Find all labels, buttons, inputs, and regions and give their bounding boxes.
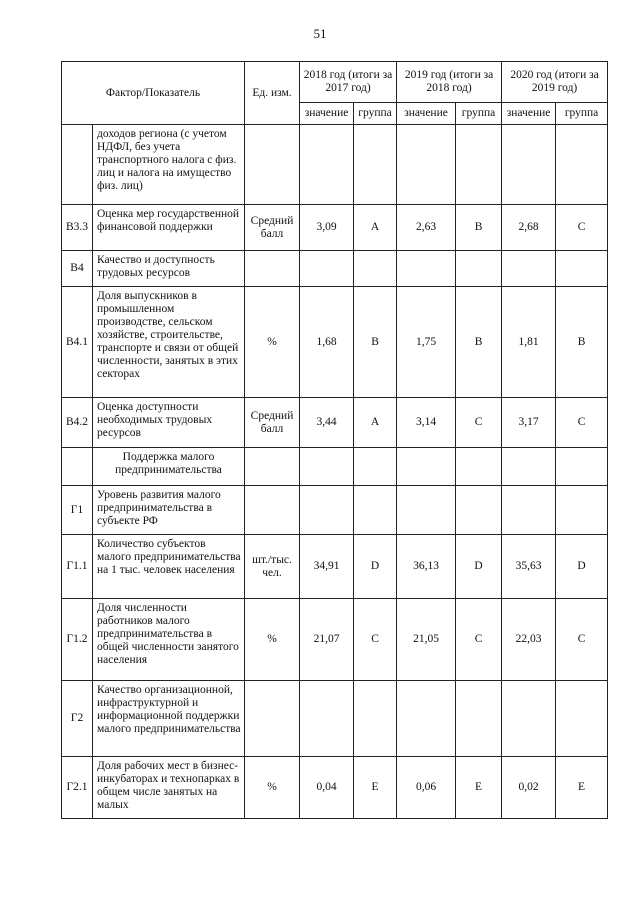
row-code: В4 <box>62 251 93 287</box>
value-2018: 3,44 <box>300 398 354 448</box>
row-code: Г1.2 <box>62 599 93 681</box>
value-2019 <box>397 448 456 486</box>
value-2019 <box>397 681 456 757</box>
value-2020: 22,03 <box>502 599 556 681</box>
value-2018 <box>300 681 354 757</box>
group-2020: Е <box>556 757 608 819</box>
value-2018: 21,07 <box>300 599 354 681</box>
group-2018 <box>354 448 397 486</box>
table-header <box>62 62 608 125</box>
row-unit <box>245 448 300 486</box>
row-code: Г1 <box>62 486 93 535</box>
row-name: Качество и доступность трудовых ресурсов <box>93 251 245 287</box>
row-name: доходов региона (с учетом НДФЛ, без учета транспортного налога с физ. лиц и налога на имущество физ. лиц) <box>93 125 245 205</box>
row-code: Г1.1 <box>62 535 93 599</box>
group-2020 <box>556 448 608 486</box>
group-2018: А <box>354 205 397 251</box>
table-row <box>62 398 608 448</box>
value-2019 <box>397 251 456 287</box>
value-2019: 21,05 <box>397 599 456 681</box>
group-2019: С <box>456 398 502 448</box>
value-2018: 0,04 <box>300 757 354 819</box>
table-row <box>62 287 608 398</box>
value-2018 <box>300 251 354 287</box>
value-2020 <box>502 486 556 535</box>
row-unit: Средний балл <box>245 205 300 251</box>
row-unit: % <box>245 287 300 398</box>
row-name: Оценка мер государственной финансовой поддержки <box>93 205 245 251</box>
group-2018: А <box>354 398 397 448</box>
header-value: значение <box>502 103 556 125</box>
row-code: В4.1 <box>62 287 93 398</box>
row-name: Оценка доступности необходимых трудовых ресурсов <box>93 398 245 448</box>
group-2018: D <box>354 535 397 599</box>
row-code: В3.3 <box>62 205 93 251</box>
header-unit: Ед. изм. <box>245 62 300 125</box>
table-row <box>62 205 608 251</box>
group-2018: В <box>354 287 397 398</box>
value-2018: 34,91 <box>300 535 354 599</box>
page-number: 51 <box>313 26 327 41</box>
value-2020 <box>502 251 556 287</box>
header-value: значение <box>397 103 456 125</box>
row-unit <box>245 486 300 535</box>
indicators-table <box>61 61 608 819</box>
group-2020: С <box>556 398 608 448</box>
group-2019: D <box>456 535 502 599</box>
row-unit: Средний балл <box>245 398 300 448</box>
value-2018 <box>300 486 354 535</box>
value-2019: 3,14 <box>397 398 456 448</box>
row-code <box>62 125 93 205</box>
row-unit: шт./тыс. чел. <box>245 535 300 599</box>
table-row <box>62 599 608 681</box>
value-2019 <box>397 486 456 535</box>
value-2020: 3,17 <box>502 398 556 448</box>
table-row <box>62 251 608 287</box>
group-2018 <box>354 251 397 287</box>
value-2020: 2,68 <box>502 205 556 251</box>
row-name: Доля численности работников малого предпринимательства в общей численности занятого населения <box>93 599 245 681</box>
group-2020: В <box>556 287 608 398</box>
value-2020: 1,81 <box>502 287 556 398</box>
group-2019 <box>456 486 502 535</box>
group-2019: С <box>456 599 502 681</box>
row-name: Доля выпускников в промышленном производстве, сельском хозяйстве, строительстве, транспорте и связи от общей численности, занятых в этих секторах <box>93 287 245 398</box>
table-row <box>62 681 608 757</box>
row-code <box>62 448 93 486</box>
group-2019 <box>456 125 502 205</box>
group-2020: С <box>556 599 608 681</box>
group-2019 <box>456 681 502 757</box>
table-row <box>62 486 608 535</box>
table-row <box>62 757 608 819</box>
group-2018: Е <box>354 757 397 819</box>
row-code: Г2 <box>62 681 93 757</box>
group-2019 <box>456 448 502 486</box>
group-2019: В <box>456 287 502 398</box>
table-body <box>62 125 608 819</box>
table-row <box>62 535 608 599</box>
header-factor: Фактор/Показатель <box>62 62 245 125</box>
value-2019: 36,13 <box>397 535 456 599</box>
row-name: Качество организационной, инфраструктурной и информационной поддержки малого предпринимательства <box>93 681 245 757</box>
row-unit <box>245 681 300 757</box>
group-2018 <box>354 125 397 205</box>
value-2019: 1,75 <box>397 287 456 398</box>
group-2019: Е <box>456 757 502 819</box>
row-name: Уровень развития малого предпринимательства в субъекте РФ <box>93 486 245 535</box>
value-2020: 35,63 <box>502 535 556 599</box>
row-code: Г2.1 <box>62 757 93 819</box>
group-2018: С <box>354 599 397 681</box>
value-2020: 0,02 <box>502 757 556 819</box>
value-2018: 3,09 <box>300 205 354 251</box>
value-2019: 0,06 <box>397 757 456 819</box>
group-2018 <box>354 486 397 535</box>
value-2019 <box>397 125 456 205</box>
group-2020: С <box>556 205 608 251</box>
header-year-2018: 2018 год (итоги за 2017 год) <box>300 62 397 103</box>
group-2020 <box>556 486 608 535</box>
row-name: Количество субъектов малого предпринимательства на 1 тыс. человек населения <box>93 535 245 599</box>
value-2020 <box>502 448 556 486</box>
row-code: В4.2 <box>62 398 93 448</box>
group-2020: D <box>556 535 608 599</box>
row-name: Доля рабочих мест в бизнес-инкубаторах и технопарках в общем числе занятых на малых <box>93 757 245 819</box>
row-name: Поддержка малого предпринимательства <box>93 448 245 486</box>
row-unit <box>245 251 300 287</box>
row-unit: % <box>245 757 300 819</box>
table-row <box>62 448 608 486</box>
group-2020 <box>556 251 608 287</box>
header-group: группа <box>456 103 502 125</box>
value-2020 <box>502 681 556 757</box>
header-year-2019: 2019 год (итоги за 2018 год) <box>397 62 502 103</box>
header-group: группа <box>354 103 397 125</box>
header-value: значение <box>300 103 354 125</box>
group-2020 <box>556 681 608 757</box>
value-2020 <box>502 125 556 205</box>
header-group: группа <box>556 103 608 125</box>
value-2018 <box>300 125 354 205</box>
value-2019: 2,63 <box>397 205 456 251</box>
row-unit <box>245 125 300 205</box>
row-unit: % <box>245 599 300 681</box>
group-2018 <box>354 681 397 757</box>
value-2018: 1,68 <box>300 287 354 398</box>
header-year-2020: 2020 год (итоги за 2019 год) <box>502 62 608 103</box>
group-2019: В <box>456 205 502 251</box>
group-2020 <box>556 125 608 205</box>
value-2018 <box>300 448 354 486</box>
group-2019 <box>456 251 502 287</box>
table-row <box>62 125 608 205</box>
